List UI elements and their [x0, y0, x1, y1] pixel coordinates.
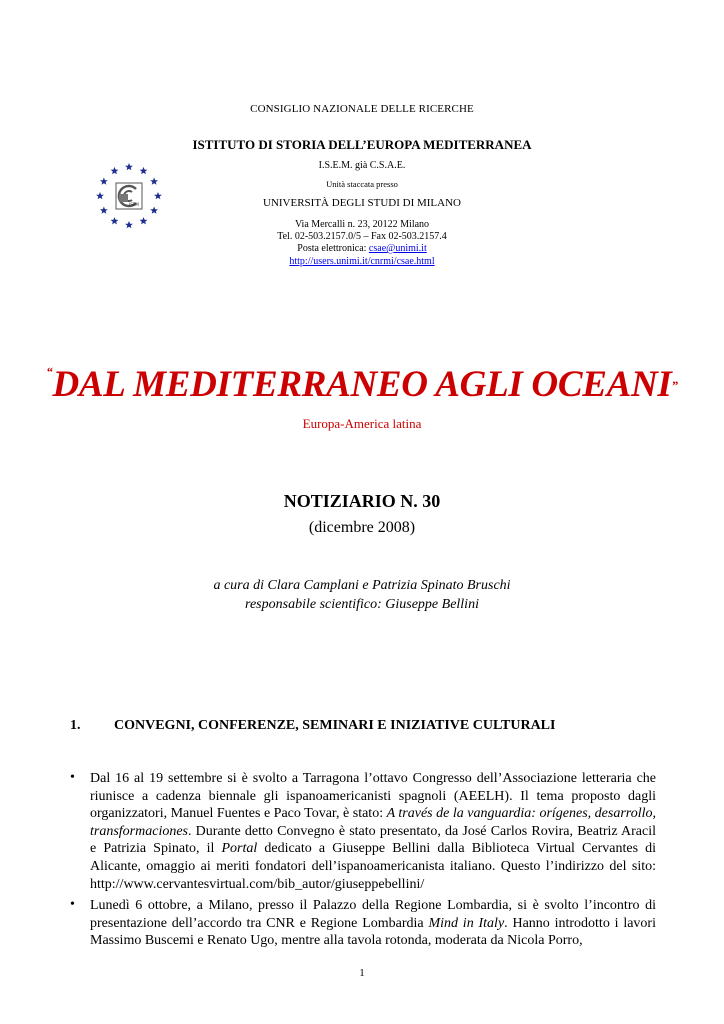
star-icon	[96, 192, 104, 199]
header-unita: Unità staccata presso	[326, 179, 398, 189]
star-icon	[100, 178, 108, 185]
logo-text: ISEM	[129, 202, 139, 207]
header-isem: I.S.E.M. già C.S.A.E.	[318, 160, 406, 171]
curators: a cura di Clara Camplani e Patrizia Spinato Bruschi	[213, 578, 511, 593]
email-link[interactable]: csae@unimi.it	[368, 243, 427, 254]
star-icon	[125, 163, 133, 170]
header-email-label: Posta elettronica:	[297, 243, 369, 254]
section-number: 1.	[70, 718, 81, 733]
header-email-line	[0, 243, 724, 255]
header-institute: ISTITUTO DI STORIA DELL’EUROPA MEDITERRANEA	[192, 137, 532, 152]
main-title-text: DAL MEDITERRANEO AGLI OCEANI	[52, 364, 672, 405]
scientific-lead: responsabile scientifico: Giuseppe Bellini	[245, 597, 479, 612]
section-title: CONVEGNI, CONFERENZE, SEMINARI E INIZIATIVE CULTURALI	[114, 718, 556, 733]
isem-logo	[96, 163, 162, 229]
star-icon	[140, 217, 148, 224]
text-run: Lunedì 6 ottobre, a Milano, presso il Palazzo della Regione Lombardia, si è svolto l’incontro di presentazione dell’accordo tra CNR e Regione Lombardia	[90, 898, 656, 931]
list-item-text	[90, 897, 656, 950]
header-website-line	[0, 256, 724, 268]
text-run: . Hanno introdotto i lavori Massimo Buscemi e Renato Ugo, mentre alla tavola rotonda, moderata da Nicola Porro,	[90, 915, 656, 949]
issue-label: NOTIZIARIO N. 30	[283, 491, 441, 511]
list-item	[70, 897, 656, 950]
bullet-icon: •	[70, 897, 75, 912]
header-cnr: CONSIGLIO NAZIONALE DELLE RICERCHE	[250, 103, 474, 115]
header-address: Via Mercalli n. 23, 20122 Milano	[294, 219, 430, 230]
italic-run: Mind in Italy	[428, 915, 505, 931]
star-icon	[125, 221, 133, 228]
star-icon	[140, 167, 148, 174]
open-quote: “	[46, 364, 53, 379]
star-icon	[154, 192, 162, 199]
close-quote: ”	[671, 378, 678, 393]
star-icon	[111, 217, 119, 224]
website-link[interactable]: http://users.unimi.it/cnrmi/csae.html	[289, 256, 435, 267]
main-title	[0, 363, 724, 406]
cnr-emblem-icon	[116, 183, 142, 209]
text-run: . Durante detto Convegno è stato presentato, da José Carlos Rovira, Beatriz Aracil e Patrizia Spinato, il	[90, 823, 656, 857]
issue-date: (dicembre 2008)	[308, 519, 416, 536]
list-item-text	[90, 770, 656, 893]
text-run: dedicato a Giuseppe Bellini dalla Biblioteca Virtual Cervantes di Alicante, omaggio ai meriti fondatori dell’ispanoamericanista italiano. Questo l’indirizzo del sito: http://www.cervantesvirtual.com/bib_autor/giuseppebellini/	[90, 841, 657, 892]
header-university: UNIVERSITÀ DEGLI STUDI DI MILANO	[263, 197, 461, 209]
star-icon	[150, 207, 158, 214]
section-heading	[70, 718, 555, 734]
italic-run: A través de la vanguardia: orígenes, desarrollo, transformaciones	[90, 806, 657, 839]
header-phone: Tel. 02-503.2157.0/5 – Fax 02-503.2157.4	[277, 231, 447, 242]
italic-run: Portal	[221, 841, 258, 857]
list-item	[70, 770, 656, 893]
star-icon	[111, 167, 119, 174]
text-run: Dal 16 al 19 settembre si è svolto a Tarragona l’ottavo Congresso dell’Associazione letteraria che riunisce a cadenza biennale gli ispanoamericanisti spagnoli (AEELH). Il tema proposto dagli organizzatori, Manuel Fuentes e Paco Tovar, è stato:	[90, 771, 656, 822]
page-number: 1	[359, 967, 365, 979]
star-icon	[150, 178, 158, 185]
bullet-icon: •	[70, 770, 75, 785]
star-icon	[100, 207, 108, 214]
subtitle: Europa-America latina	[302, 416, 422, 431]
